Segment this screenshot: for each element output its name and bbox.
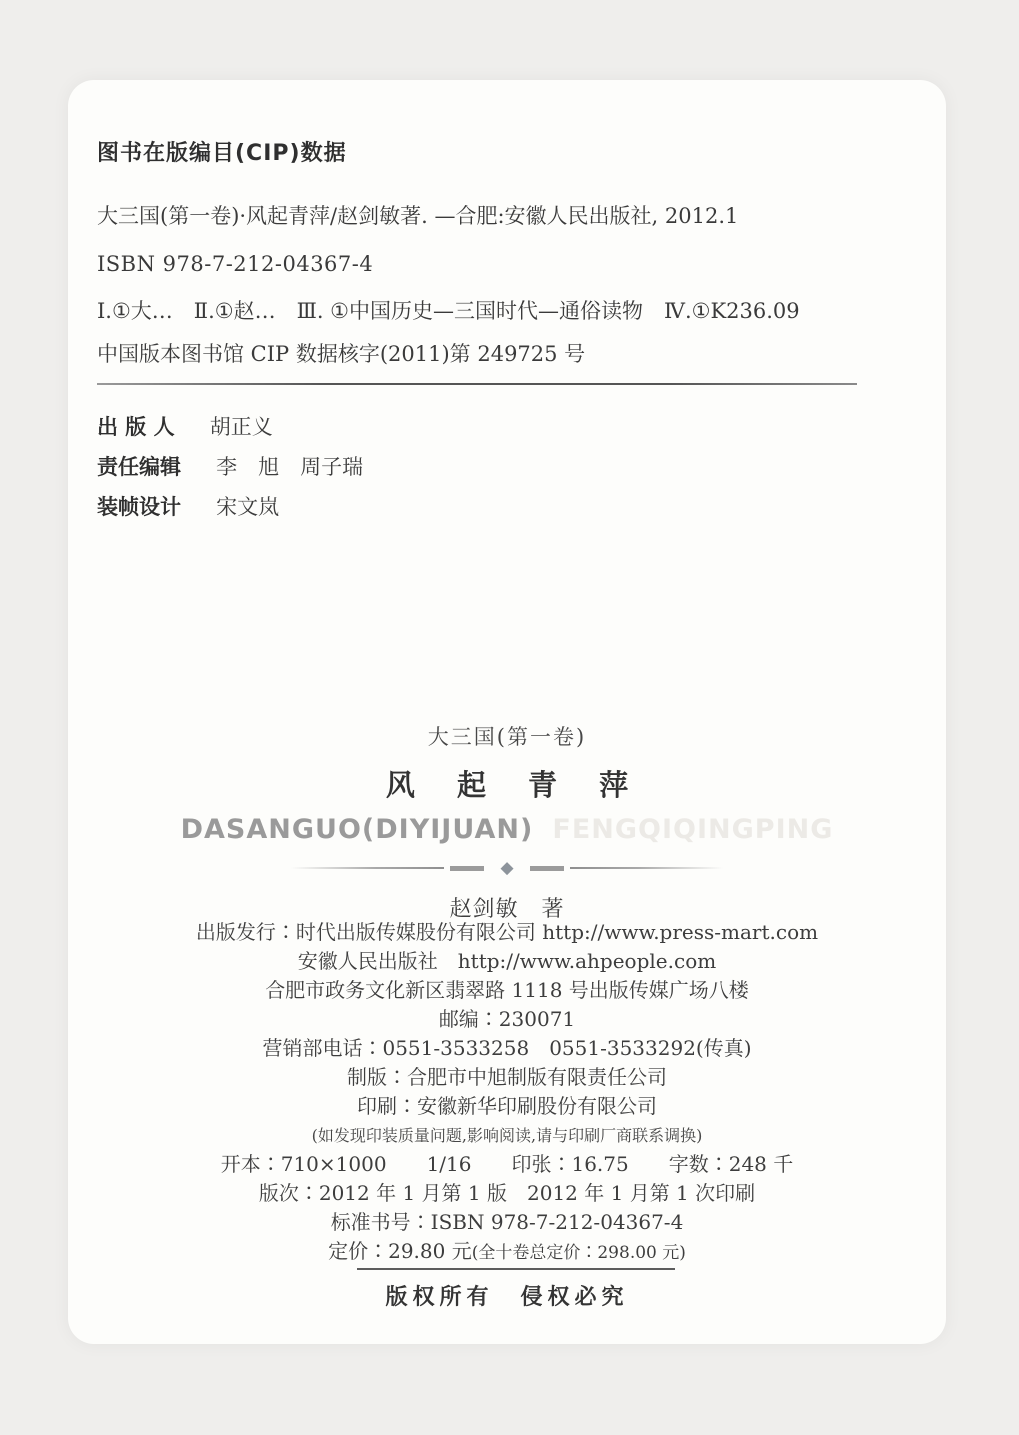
cip-classification-line: Ⅰ.①大… Ⅱ.①赵… Ⅲ. ①中国历史—三国时代—通俗读物 Ⅳ.①K236.09 (97, 299, 800, 323)
publisher-name: 胡正义 (209, 415, 273, 439)
romanized-title-line (68, 814, 946, 845)
book-title: 风 起 青 萍 (385, 768, 645, 802)
price-main: 定价∶29.80 元 (328, 1239, 472, 1263)
colophon-line-platemaking: 制版∶合肥市中旭制版有限责任公司 (347, 1065, 667, 1089)
copyright-notice: 版权所有 侵权必究 (385, 1285, 629, 1310)
publisher-label: 出 版 人 (97, 415, 175, 439)
publisher-credit-row (97, 411, 273, 441)
horizontal-rule-top (97, 383, 857, 385)
editor-credit-row (97, 451, 363, 481)
book-copyright-page (68, 80, 946, 1344)
colophon-line-quality-note: (如发现印装质量问题,影响阅读,请与印刷厂商联系调换) (311, 1126, 703, 1145)
price-set-note: (全十卷总定价∶298.00 元) (471, 1243, 686, 1263)
colophon-line-price (68, 1237, 946, 1268)
divider-segment-left (450, 866, 484, 871)
colophon-line-format: 开本∶710×1000 1/16 印张∶16.75 字数∶248 千 (220, 1152, 794, 1176)
cip-isbn-line: ISBN 978-7-212-04367-4 (97, 252, 374, 276)
author-byline: 赵剑敏 著 (449, 897, 565, 922)
romanized-subtitle-faint: FENGQIQINGPING (552, 814, 834, 845)
colophon-line-printer: 印刷∶安徽新华印刷股份有限公司 (357, 1094, 657, 1118)
colophon-line-sales-phone: 营销部电话∶0551-3533258 0551-3533292(传真) (262, 1036, 752, 1060)
colophon-line-edition: 版次∶2012 年 1 月第 1 版 2012 年 1 月第 1 次印刷 (258, 1181, 756, 1205)
divider-line-right (570, 867, 723, 869)
diamond-ornament-icon: ◆ (500, 858, 514, 878)
colophon-line-postcode: 邮编∶230071 (438, 1007, 576, 1031)
title-block (68, 721, 946, 923)
series-title: 大三国(第一卷) (427, 725, 587, 749)
designer-label: 装帧设计 (97, 495, 181, 519)
colophon-block (68, 918, 946, 1268)
divider-line-left (291, 867, 444, 869)
editor-names: 李 旭 周子瑞 (216, 455, 364, 479)
cip-catalog-entry: 大三国(第一卷)·风起青萍/赵剑敏著. —合肥:安徽人民出版社, 2012.1 (97, 204, 739, 228)
romanized-title: DASANGUO(DIYIJUAN) (180, 814, 534, 845)
decorative-divider (291, 858, 723, 878)
colophon-line-distributor: 出版发行∶时代出版传媒股份有限公司 http://www.press-mart.com (195, 920, 819, 944)
designer-credit-row (97, 491, 279, 521)
designer-name: 宋文岚 (216, 495, 280, 519)
horizontal-rule-bottom (357, 1268, 675, 1270)
divider-segment-right (530, 866, 564, 871)
editor-label: 责任编辑 (97, 455, 181, 479)
colophon-line-address: 合肥市政务文化新区翡翠路 1118 号出版传媒广场八楼 (265, 978, 749, 1002)
cip-record-number: 中国版本图书馆 CIP 数据核字(2011)第 249725 号 (97, 342, 586, 366)
colophon-line-standard-isbn: 标准书号∶ISBN 978-7-212-04367-4 (330, 1210, 684, 1234)
cip-heading: 图书在版编目(CIP)数据 (97, 141, 347, 166)
colophon-line-publisher: 安徽人民出版社 http://www.ahpeople.com (297, 949, 717, 973)
